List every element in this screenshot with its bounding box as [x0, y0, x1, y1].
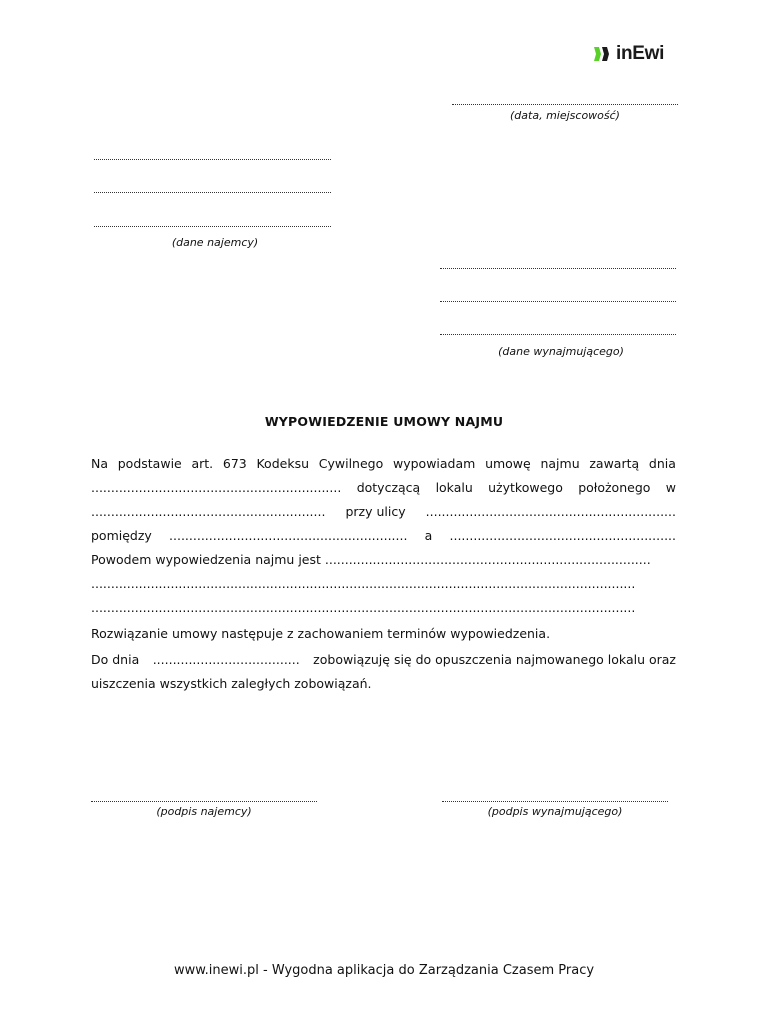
body-line-10: uiszczenia wszystkich zaległych zobowiązań.	[91, 676, 372, 691]
body-line-7: .........................................................................................................................................	[91, 600, 636, 615]
brand-logo	[593, 44, 664, 64]
date-place-line	[452, 104, 678, 105]
date-place-caption: (data, miejscowość)	[510, 109, 620, 122]
landlord-line-1	[440, 268, 676, 269]
document-title: WYPOWIEDZENIE UMOWY NAJMU	[264, 414, 504, 429]
body-line-3: ........................................................... przy ulicy ...............................................................	[91, 504, 676, 519]
body-line-1: Na podstawie art. 673 Kodeksu Cywilnego wypowiadam umowę najmu zawartą dnia	[91, 456, 676, 471]
landlord-signature-caption: (podpis wynajmującego)	[487, 805, 623, 818]
landlord-caption: (dane wynajmującego)	[498, 345, 624, 358]
tenant-line-3	[94, 226, 331, 227]
landlord-signature-line	[442, 801, 668, 802]
footer-text: www.inewi.pl - Wygodna aplikacja do Zarządzania Czasem Pracy	[173, 963, 595, 978]
tenant-line-2	[94, 192, 331, 193]
landlord-line-2	[440, 301, 676, 302]
tenant-caption: (dane najemcy)	[171, 236, 259, 249]
tenant-signature-line	[91, 801, 317, 802]
body-line-9: Do dnia ..................................... zobowiązuję się do opuszczenia najmowanego lokalu oraz	[91, 652, 676, 667]
inewi-logo-icon	[593, 44, 613, 64]
landlord-line-3	[440, 334, 676, 335]
tenant-line-1	[94, 159, 331, 160]
body-line-2: ............................................................... dotyczącą lokalu użytkowego położonego w	[91, 480, 676, 495]
document-body	[91, 452, 676, 696]
body-line-6: .........................................................................................................................................	[91, 576, 636, 591]
body-line-5: Powodem wypowiedzenia najmu jest ..................................................................................	[91, 552, 651, 567]
body-line-4: pomiędzy ............................................................ a .........................................................	[91, 528, 676, 543]
tenant-signature-caption: (podpis najemcy)	[156, 805, 252, 818]
brand-name: inEwi	[616, 43, 665, 64]
body-line-8: Rozwiązanie umowy następuje z zachowaniem terminów wypowiedzenia.	[91, 626, 551, 641]
